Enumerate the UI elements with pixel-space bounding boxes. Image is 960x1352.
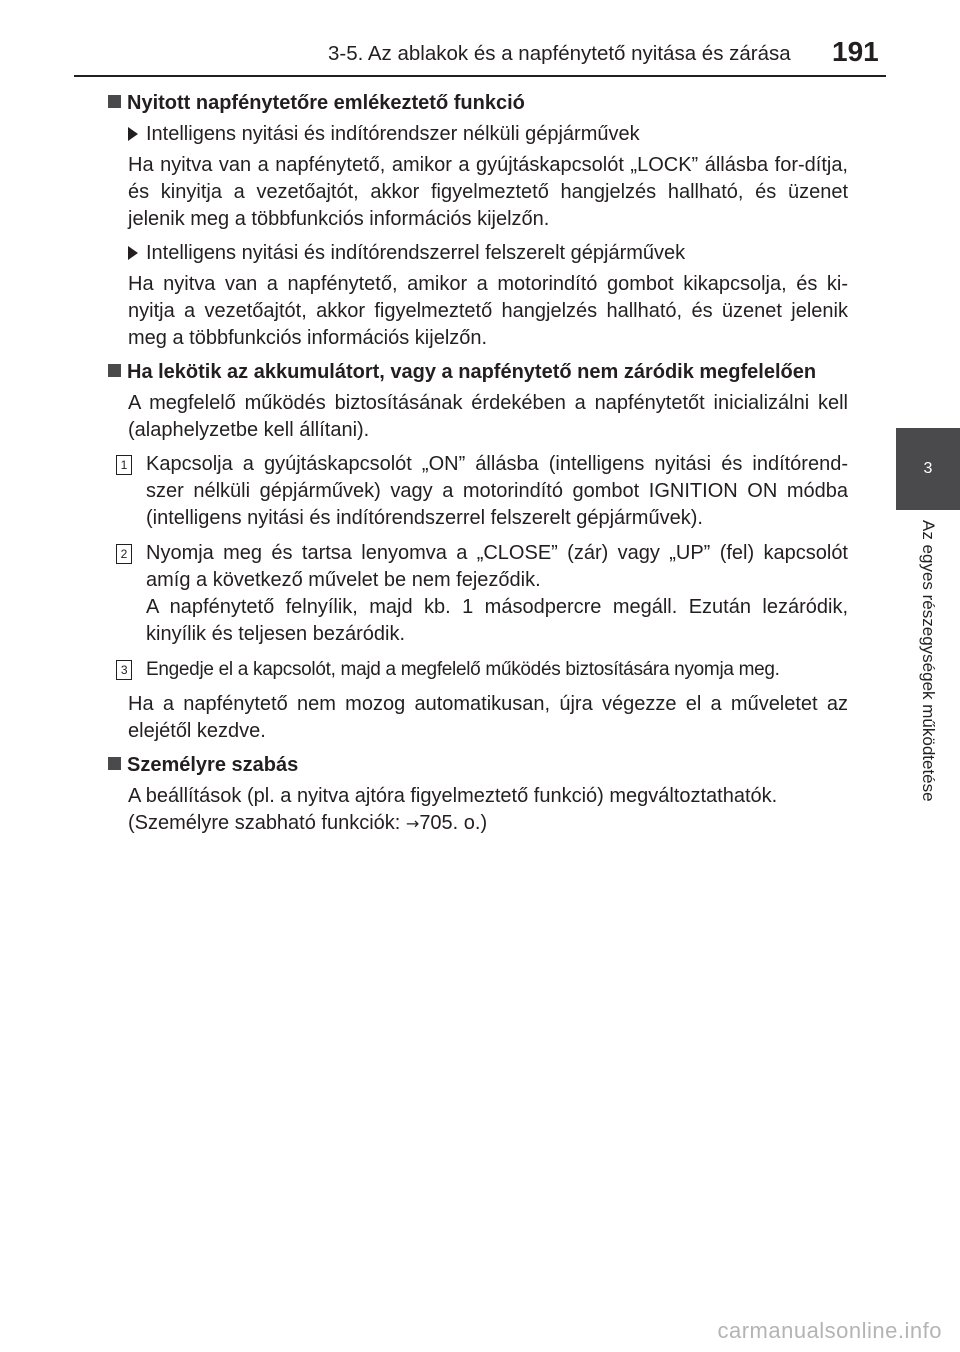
step-text: Kapcsolja a gyújtáskapcsolót „ON” állásba (intelligens nyitási és indítórend-szer nélküli gépjárművek) vagy a motorindító gombot IGNITION ON módba (intelligens nyitási és indítórendszerrel felszerelt gépjárművek). — [146, 453, 848, 529]
section-heading-text: Ha lekötik az akkumulátort, vagy a napfénytető nem záródik megfelelően — [127, 361, 817, 383]
square-bullet-icon — [108, 95, 121, 108]
section-heading-text: Személyre szabás — [127, 754, 299, 776]
header-divider — [74, 75, 886, 77]
triangle-bullet-icon — [128, 127, 138, 141]
numbered-box-icon: 2 — [116, 544, 132, 564]
chapter-title-vertical: Az egyes részegységek működtetése — [919, 520, 938, 802]
subheading-without-smart-key — [128, 121, 848, 148]
section-heading-text: Nyitott napfénytetőre emlékeztető funkció — [127, 92, 525, 114]
paragraph-with-smart-key: Ha nyitva van a napfénytető, amikor a motorindító gombot kikapcsolja, és ki-nyitja a vezetőajtót, akkor figyelmeztető hangjelzés hallható, és üzenet jelenik meg a többfunkciós információs kijelzőn. — [128, 273, 848, 349]
running-header-title: 3-5. Az ablakok és a napfénytető nyitása és zárása — [328, 42, 791, 65]
step-text-continued: A napfénytető felnyílik, majd kb. 1 másodpercre megáll. Ezután lezáródik, kinyílik és teljesen bezáródik. — [146, 596, 848, 645]
numbered-box-icon: 1 — [116, 455, 132, 475]
square-bullet-icon — [108, 757, 121, 770]
subheading-text: Intelligens nyitási és indítórendszerrel felszerelt gépjárművek — [146, 242, 686, 264]
page-content — [108, 90, 848, 844]
square-bullet-icon — [108, 364, 121, 377]
section-heading-reminder — [108, 90, 848, 117]
page-reference-link[interactable]: 705. o.) — [419, 812, 488, 834]
watermark: carmanualsonline.info — [717, 1318, 942, 1343]
step-3 — [108, 656, 848, 683]
subheading-with-smart-key — [128, 240, 848, 267]
step-text: Nyomja meg és tartsa lenyomva a „CLOSE” (zár) vagy „UP” (fel) kapcsolót amíg a következő művelet be nem fejeződik. — [146, 542, 848, 591]
paragraph-without-smart-key: Ha nyitva van a napfénytető, amikor a gyújtáskapcsolót „LOCK” állásba for-dítja, és kinyitja a vezetőajtót, akkor figyelmeztető hangjelzés hallható, és üzenet jelenik meg a többfunkciós információs kijelzőn. — [128, 154, 848, 230]
customization-line-2-prefix: (Személyre szabható funkciók: — [128, 812, 406, 834]
chapter-tab: 3 — [896, 428, 960, 510]
paragraph-initialize-outro: Ha a napfénytető nem mozog automatikusan, újra végezze el a műveletet az elejétől kezdve. — [128, 693, 848, 742]
customization-line-1: A beállítások (pl. a nyitva ajtóra figyelmeztető funkció) megváltoztathatók. — [128, 785, 778, 807]
section-heading-battery — [108, 359, 848, 386]
paragraph-customization — [128, 783, 848, 837]
section-heading-customization — [108, 752, 848, 779]
step-2 — [108, 540, 848, 648]
paragraph-initialize-intro: A megfelelő működés biztosításának érdekében a napfénytetőt inicializálni kell (alaphelyzetbe kell állítani). — [128, 392, 848, 441]
step-text: Engedje el a kapcsolót, majd a megfelelő működés biztosítására nyomja meg. — [146, 659, 780, 680]
numbered-box-icon: 3 — [116, 660, 132, 680]
page-number: 191 — [832, 36, 879, 67]
arrow-right-icon: → — [405, 814, 420, 833]
triangle-bullet-icon — [128, 246, 138, 260]
step-1 — [108, 451, 848, 532]
subheading-text: Intelligens nyitási és indítórendszer nélküli gépjárművek — [146, 123, 640, 145]
